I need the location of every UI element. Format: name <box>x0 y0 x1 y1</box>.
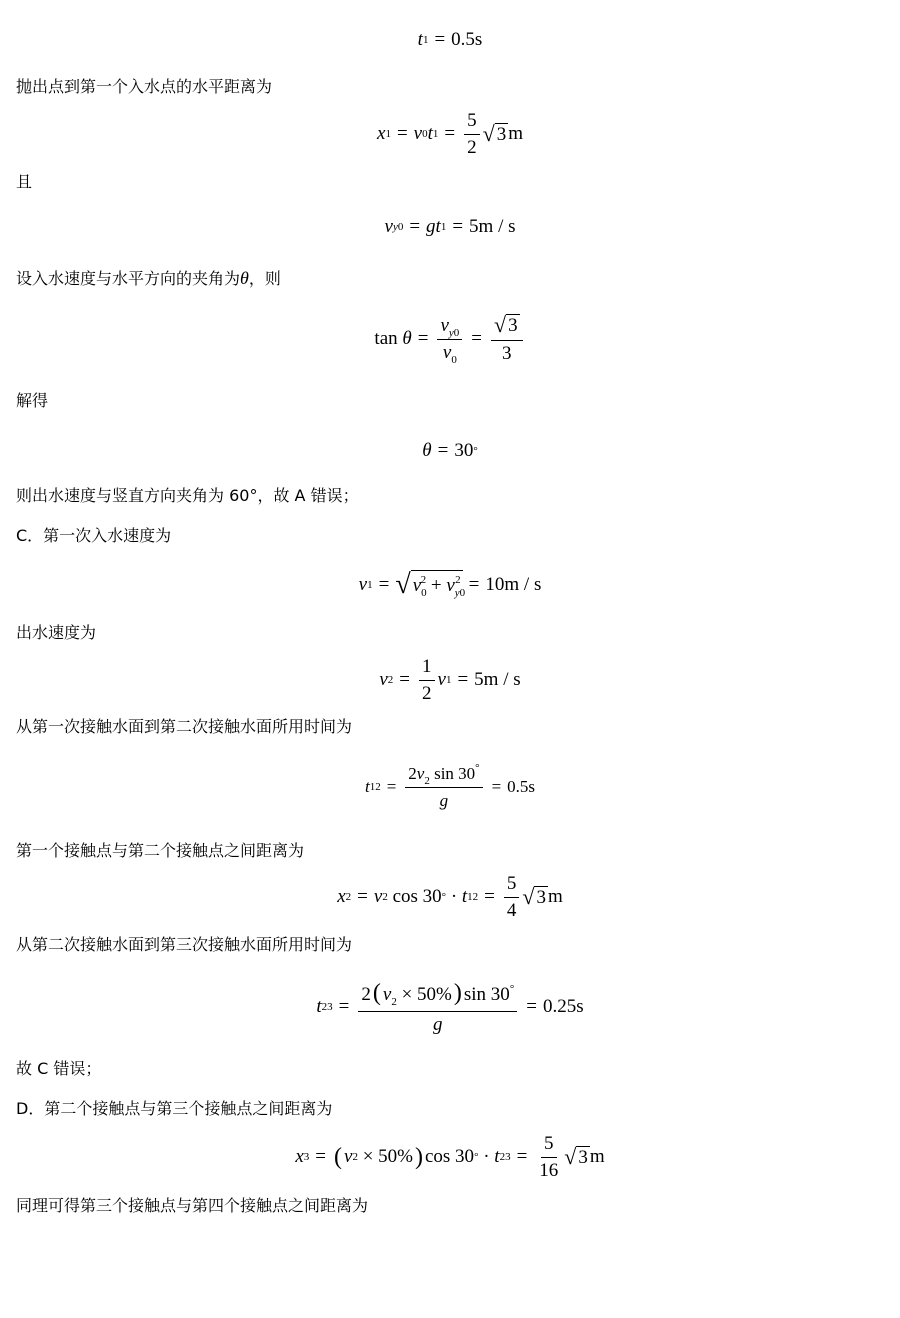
text-line: 设入水速度与水平方向的夹角为θ，则 <box>16 268 281 288</box>
text-line: 同理可得第三个接触点与第四个接触点之间距离为 <box>16 1196 369 1215</box>
equation-x1: x 1 = v 0 t 1 = $\frac{5}{2}$ √ 3 m <box>377 109 523 158</box>
equation-tan-theta: tan θ = $\frac{v_{y0}}{v_0}$ = √ 3 3 <box>0 310 900 368</box>
equation-t12: t 12 = $\frac{2v_2 \sin 30^\circ}{g}$ = 0.5s <box>364 761 536 810</box>
text-line: 则出水速度与竖直方向夹角为 60°，故 A 错误； <box>16 486 359 505</box>
text-line: C．第一次入水速度为 <box>16 526 172 545</box>
equation-vy0: v y0 = gt 1 = 5m / s <box>384 216 516 237</box>
text-line: 且 <box>16 172 33 191</box>
text-line: 从第一次接触水面到第二次接触水面所用时间为 <box>16 717 353 736</box>
text-line: 解得 <box>16 391 49 410</box>
equation-v1: v 1 = √ $v_0^2 + v_{y0}^2$ = 10m / s <box>358 568 542 600</box>
text-line: 从第二次接触水面到第三次接触水面所用时间为 <box>16 935 353 954</box>
equation-x2: x 2 = v 2 cos 30 ° · t 12 = $\frac{5}{4}$ √ 3 m <box>337 872 563 921</box>
text-line: D．第二个接触点与第三个接触点之间距离为 <box>16 1099 333 1118</box>
equation-t1: t 1 = 0.5s <box>417 29 483 50</box>
text-line: 第一个接触点与第二个接触点之间距离为 <box>16 841 305 860</box>
text-line: 故 C 错误； <box>16 1059 102 1078</box>
equation-v2: v 2 = $\frac{1}{2}$ v 1 = 5m / s <box>379 655 521 704</box>
equation-theta: θ = 30 ° <box>422 440 478 461</box>
equation-t23: t 23 = $\frac{2( v_2 \times 50\%) \sin 30^\circ}{g}$ = 0.25s <box>316 979 584 1035</box>
text-line: 出水速度为 <box>16 623 97 642</box>
equation-x3: x 3 = ( v 2 × 50% ) cos 30 ° · t 23 = $\frac{5}{16}$ √ 3 m <box>295 1132 605 1181</box>
text-line: 抛出点到第一个入水点的水平距离为 <box>16 77 273 96</box>
